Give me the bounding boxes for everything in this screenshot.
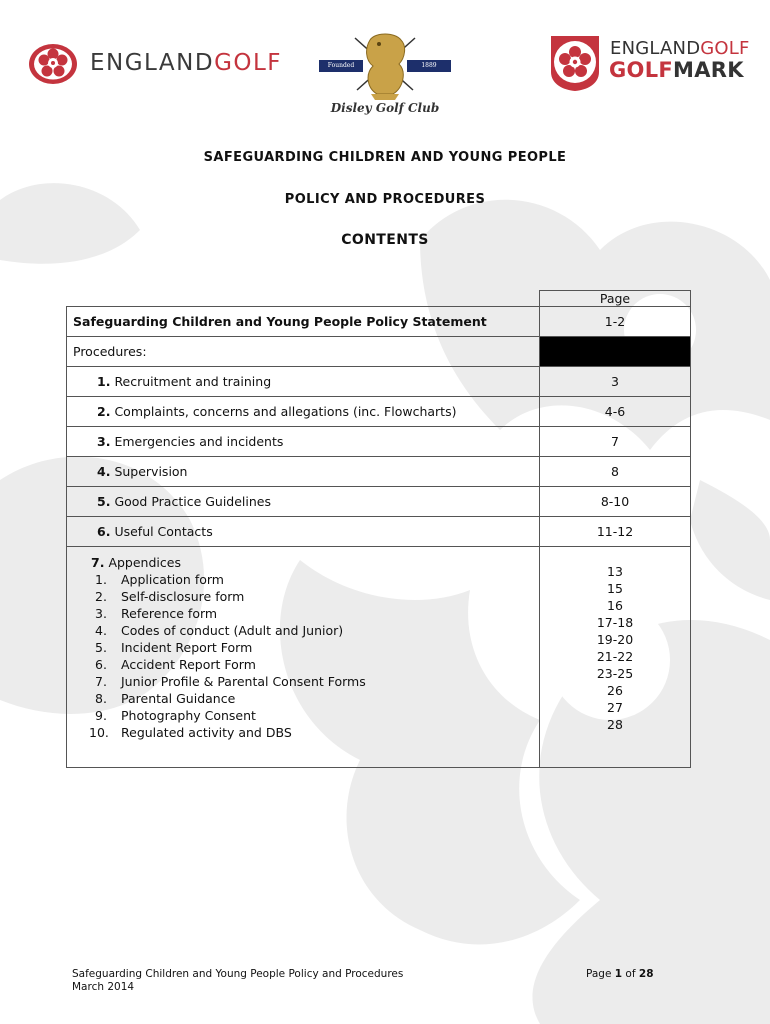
list-item: 2. Self-disclosure form [95, 589, 245, 604]
appendix-page: 28 [607, 717, 623, 732]
disley-golf-club-crest [315, 30, 455, 120]
document-title: SAFEGUARDING CHILDREN AND YOUNG PEOPLE [203, 150, 567, 165]
item-label: Supervision [114, 464, 188, 479]
list-item: 1. Application form [95, 572, 224, 587]
table-row [67, 517, 691, 547]
england-golf-wordmark: ENGLANDGOLF [90, 50, 283, 76]
item-label: Good Practice Guidelines [114, 494, 272, 509]
item-page: 8-10 [540, 487, 691, 517]
footer-date: March 2014 [72, 981, 135, 993]
footer-page-number: Page 1 of 28 [586, 968, 654, 980]
policy-statement-label: Safeguarding Children and Young People Policy Statement [67, 307, 540, 337]
item-number: 5. [97, 494, 111, 509]
list-item: 10. Regulated activity and DBS [89, 725, 292, 740]
contents-table [66, 290, 691, 768]
table-row [67, 367, 691, 397]
appendix-page: 13 [607, 564, 623, 579]
page-column-header: Page [540, 291, 691, 307]
list-item: 7. Junior Profile & Parental Consent Forms [95, 674, 366, 689]
table-row [67, 397, 691, 427]
footer-document-info [72, 968, 403, 994]
contents-heading: CONTENTS [341, 232, 429, 248]
item-label: Complaints, concerns and allegations (inc. Flowcharts) [114, 404, 457, 419]
golfmark-logo [547, 32, 750, 94]
item-page: 3 [540, 367, 691, 397]
golfmark-wordmark-bottom: GOLFMARK [609, 58, 744, 82]
crest-band-right: 1889 [407, 60, 451, 72]
item-number: 3. [97, 434, 111, 449]
redacted-cell [540, 337, 691, 367]
item-number: 1. [97, 374, 111, 389]
table-row [67, 487, 691, 517]
list-item: 5. Incident Report Form [95, 640, 253, 655]
item-number: 2. [97, 404, 111, 419]
tudor-rose-icon [28, 42, 78, 86]
appendix-page: 17-18 [596, 615, 634, 630]
appendices-label: Appendices [108, 555, 181, 570]
item-label: Emergencies and incidents [114, 434, 284, 449]
list-item: 9. Photography Consent [95, 708, 256, 723]
appendix-page: 26 [607, 683, 623, 698]
tudor-rose-badge-icon [547, 32, 603, 92]
appendix-page: 21-22 [596, 649, 634, 664]
document-subtitle: POLICY AND PROCEDURES [284, 192, 486, 207]
policy-statement-page: 1-2 [540, 307, 691, 337]
appendix-page: 16 [607, 598, 623, 613]
table-row [67, 427, 691, 457]
item-page: 11-12 [540, 517, 691, 547]
appendices-list [89, 571, 366, 741]
item-number: 4. [97, 464, 111, 479]
appendix-page: 27 [607, 700, 623, 715]
appendices-row [67, 547, 691, 768]
appendices-pages [540, 563, 690, 733]
item-page: 4-6 [540, 397, 691, 427]
appendix-page: 23-25 [596, 666, 634, 681]
procedures-label: Procedures: [67, 337, 540, 367]
golfmark-wordmark-top: ENGLANDGOLF [610, 38, 750, 59]
appendix-page: 19-20 [596, 632, 634, 647]
list-item: 6. Accident Report Form [95, 657, 256, 672]
appendix-page: 15 [607, 581, 623, 596]
table-row [67, 457, 691, 487]
item-number: 6. [97, 524, 111, 539]
blank-cell [67, 291, 540, 307]
england-golf-logo [28, 42, 283, 86]
item-page: 8 [540, 457, 691, 487]
list-item: 3. Reference form [95, 606, 218, 621]
item-label: Useful Contacts [114, 524, 213, 539]
footer-title: Safeguarding Children and Young People Policy and Procedures [72, 968, 404, 980]
crest-band-left: Founded [319, 60, 363, 72]
item-page: 7 [540, 427, 691, 457]
item-label: Recruitment and training [114, 374, 272, 389]
appendices-number: 7. [91, 555, 105, 570]
club-name: Disley Golf Club [330, 101, 440, 115]
list-item: 4. Codes of conduct (Adult and Junior) [95, 623, 344, 638]
list-item: 8. Parental Guidance [95, 691, 236, 706]
